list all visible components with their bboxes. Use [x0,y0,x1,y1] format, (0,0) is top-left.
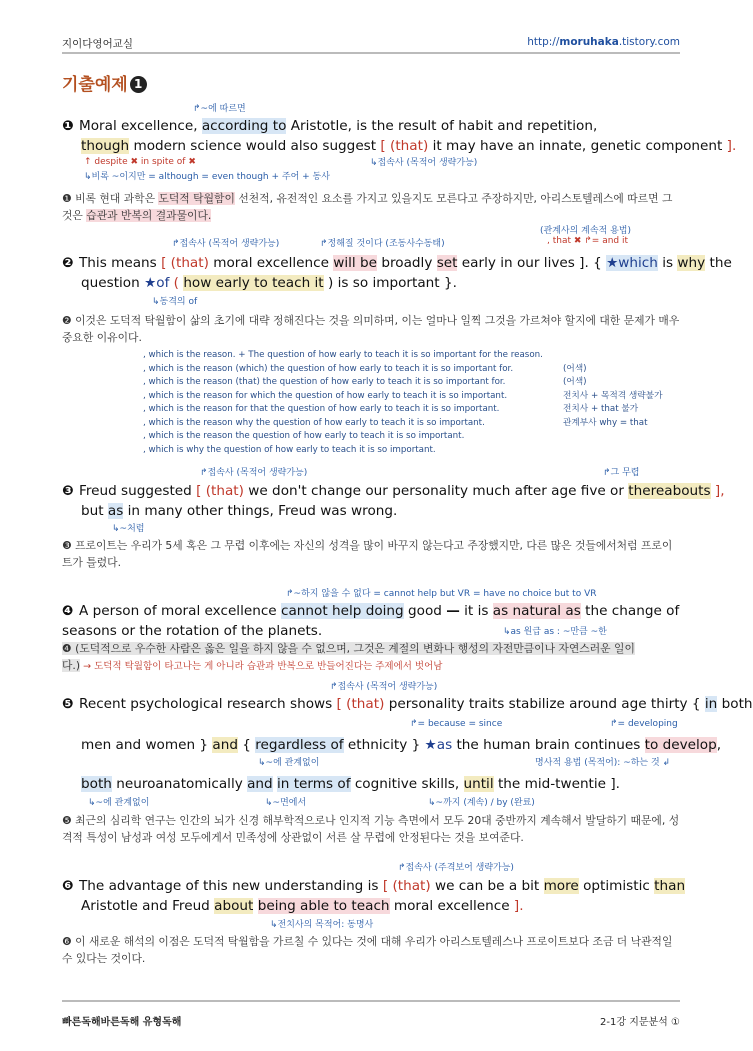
s4-ko: ❹ (도덕적으로 우수한 사람은 옳은 일을 하지 않을 수 없으며, 그것은 계절의 변화나 행성의 자전만큼이나 자연스러운 일이 다.) → 도덕적 탁월함이 타고나는 게 아니라 습관과 반복으로 반들어진다는 주제에서 벗어남 [62,642,635,672]
s5-note-because: ↱= because = since [410,719,503,729]
s1-note-top: ↱~에 따르면 [193,104,246,114]
s3-en-line2: but as in many other things, Freud was wrong. [81,503,398,519]
footer-right: 2-1강 지문분석 ① [600,1017,680,1028]
s2-note-will: ↱정해질 것이다 (조동사수동태) [320,239,445,249]
s5-en-line1: ❺ Recent psychological research shows [ (that) personality traits stabilize around age thirty { in both [62,696,753,712]
s2-num: ❷ [62,255,74,271]
url-suffix: .tistory.com [618,36,680,48]
s2-note-rel2: , that ✖ ↱= and it [547,236,629,246]
rel-line-8: , which is why the question of how early to teach it is so important. [143,444,436,455]
s6-ko: ❻ 이 새로운 해석의 이점은 도덕적 탁월함을 가르칠 수 있다는 것에 대해 우리가 아리스토텔레스나 프로이트보다 조금 더 낙관적일 수 있다는 것이다. [62,935,673,965]
s6-en-line2: Aristotle and Freud about being able to teach moral excellence ]. [81,898,524,914]
s1-num: ❶ [62,118,74,134]
s3-num: ❸ [62,483,74,499]
rel-note-2: (어색) [563,363,587,374]
rel-note-4: 전치사 + 목적격 생략불가 [563,390,663,401]
s2-ko: ❷ 이것은 도덕적 탁월함이 삶의 초기에 대략 정해진다는 것을 의미하며, 이는 얼마나 일찍 그것을 가르쳐야 할지에 대한 문제가 매우 중요한 이유이다. [62,314,680,344]
s5-note-noun: 명사적 용법 (목적어): ~하는 것 ↲ [535,758,671,768]
s5-note-conj: ↱접속사 (목적어 생략가능) [330,682,438,692]
rel-note-3: (어색) [563,377,587,387]
s3-en-line1: ❸ Freud suggested [ (that) we don't change our personality much after age five or thereabouts ], [62,483,725,499]
header-rule [62,52,680,54]
s6-note-conj: ↱접속사 (주격보어 생략가능) [398,863,514,873]
s1-note-although: ↳비록 ~이지만 = although = even though + 주어 + 동사 [84,172,330,182]
title-text: 기출예제 [62,75,128,95]
s4-num: ❹ [62,603,74,619]
s5-note-dev: ↱= developing [610,719,678,729]
page-title [62,70,147,95]
rel-line-2: , which is the reason (which) the question of how early to teach it is so important for. [143,363,514,374]
s3-note-there: ↱그 무렵 [603,468,640,478]
s4-note-asas: ↳as 원급 as : ~만큼 ~한 [503,627,607,637]
rel-note-5: 전치사 + that 불가 [563,404,639,414]
s6-en-line1: ❻ The advantage of this new understanding is [ (that) we can be a bit more optimistic than [62,878,686,894]
rel-line-7: , which is the reason the question of how early to teach it is so important. [143,431,465,441]
s4-note-cannot: ↱~하지 않을 수 없다 = cannot help but VR = have no choice but to VR [286,589,597,599]
s4-en-line1: ❹ A person of moral excellence cannot help doing good — it is as natural as the change of [62,603,680,619]
s1-en-line2: though modern science would also suggest [ (that) it may have an innate, genetic component ]. [81,138,737,154]
title-number: 1 [130,76,147,93]
footer-rule [62,1000,680,1002]
rel-line-3: , which is the reason (that) the question of how early to teach it is so important for. [143,377,506,387]
s5-note-regard: ↳~에 관계없이 [258,758,320,768]
s5-note-both: ↳~에 관계없이 [88,798,150,808]
rel-note-6: 관계부사 why = that [563,417,648,428]
s2-en-line2: question ★of ( how early to teach it ) is so important }. [81,275,457,291]
s2-note-dong: ↳동격의 of [152,297,198,307]
header-left: 지이다영어교실 [62,38,134,50]
s6-num: ❻ [62,878,74,894]
s5-note-until: ↳~까지 (계속) / by (완료) [428,798,535,808]
s1-ko: ❶ 비록 현대 과학은 도덕적 탁월함이 선천적, 유전적인 요소를 가지고 있을지도 모른다고 주장하지만, 아리스토텔레스에 따르면 그것은 습관과 반복의 결과물이다. [62,192,673,222]
header-url[interactable] [527,36,680,48]
rel-line-5: , which is the reason for that the question of how early to teach it is so important. [143,404,500,414]
url-prefix: http:// [527,36,560,48]
s4-en-line2: seasons or the rotation of the planets. [62,623,323,639]
s1-en-line1: ❶ Moral excellence, according to Aristotle, is the result of habit and repetition, [62,118,598,134]
s5-num: ❺ [62,696,74,712]
s6-note-ger: ↳전치사의 목적어: 동명사 [270,920,374,930]
s5-en-line3: both neuroanatomically and in terms of cognitive skills, until the mid-twentie ]. [81,776,620,792]
s2-note-rel1: (관계사의 계속적 용법) [540,226,631,236]
s1-note-conj: ↳접속사 (목적어 생략가능) [370,158,478,168]
s5-ko: ❺ 최근의 심리학 연구는 인간의 뇌가 신경 해부학적으로나 인지적 기능 측면에서 모두 20대 중반까지 계속해서 발달하기 때문에, 성격적 특성이 남성과 여성 모두에게서 민족성에 상관없이 서른 살 무렵에 안정된다는 것을 보여준다. [62,814,680,844]
rel-line-6: , which is the reason why the question of how early to teach it is so important. [143,417,485,428]
rel-line-4: , which is the reason for which the question of how early to teach it is so important. [143,390,508,401]
s5-en-line2: men and women } and { regardless of ethnicity } ★as the human brain continues to develop, [81,737,722,753]
s2-note-conj: ↱접속사 (목적어 생략가능) [172,239,280,249]
s3-ko: ❸ 프로이트는 우리가 5세 혹은 그 무렵 이후에는 자신의 성격을 많이 바꾸지 않는다고 주장했지만, 다른 많은 것들에서처럼 프로이트가 틀렸다. [62,539,673,569]
rel-line-1: , which is the reason. + The question of how early to teach it is so important for the reason. [143,350,543,360]
s1-note-despite: ↑ despite ✖ in spite of ✖ [84,157,196,167]
url-bold: moruhaka [559,36,619,48]
s5-note-terms: ↳~면에서 [265,798,307,808]
s3-note-as: ↳~처럼 [112,524,145,534]
s2-en-line1: ❷ This means [ (that) moral excellence will be broadly set early in our lives ]. { ★which is why the [62,255,732,271]
footer-left: 빠른독해바른독해 유형독해 [62,1017,182,1028]
s3-note-conj: ↱접속사 (목적어 생략가능) [200,468,308,478]
